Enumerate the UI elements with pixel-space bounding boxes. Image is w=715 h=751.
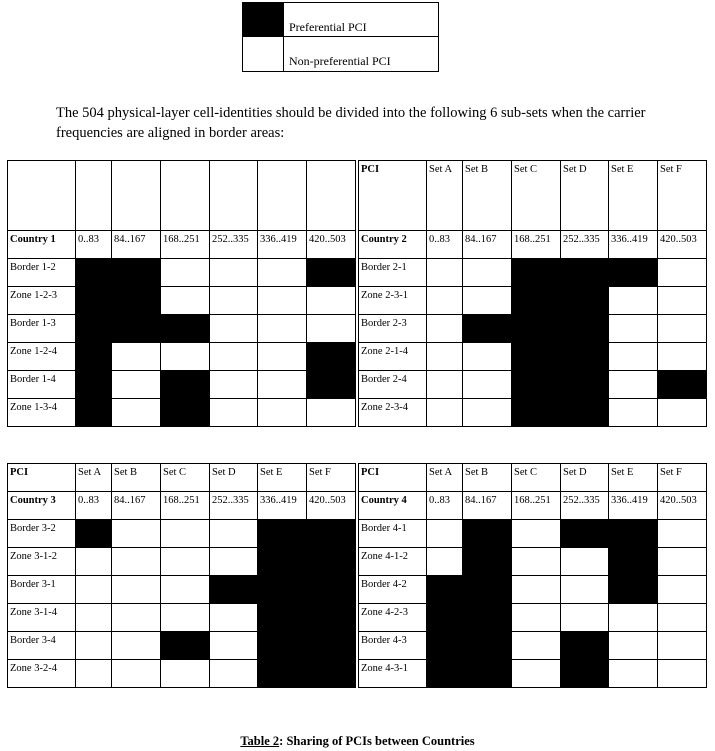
set-header-cell bbox=[258, 161, 307, 231]
range-cell: 0..83 bbox=[427, 492, 463, 520]
table-row bbox=[8, 660, 356, 688]
range-cell: 168..251 bbox=[512, 231, 561, 259]
non-preferential-cell bbox=[427, 343, 463, 371]
range-cell: 84..167 bbox=[112, 492, 161, 520]
table-row bbox=[359, 576, 707, 604]
non-preferential-cell bbox=[561, 576, 609, 604]
preferential-cell bbox=[307, 660, 356, 688]
non-preferential-cell bbox=[210, 520, 258, 548]
preferential-cell bbox=[463, 632, 512, 660]
table-range-row bbox=[8, 492, 356, 520]
non-preferential-cell bbox=[161, 660, 210, 688]
table-row bbox=[8, 576, 356, 604]
caption-text: : Sharing of PCIs between Countries bbox=[279, 734, 475, 748]
table-row bbox=[8, 399, 356, 427]
preferential-cell bbox=[463, 660, 512, 688]
non-preferential-cell bbox=[609, 604, 658, 632]
non-preferential-cell bbox=[210, 287, 258, 315]
table-row bbox=[359, 604, 707, 632]
preferential-cell bbox=[76, 520, 112, 548]
table-row bbox=[8, 315, 356, 343]
pci-header-cell: PCI bbox=[359, 464, 427, 492]
preferential-cell bbox=[561, 259, 609, 287]
preferential-swatch bbox=[243, 3, 284, 37]
set-header-cell: Set D bbox=[561, 464, 609, 492]
non-preferential-cell bbox=[609, 315, 658, 343]
table-row bbox=[359, 632, 707, 660]
preferential-cell bbox=[609, 576, 658, 604]
preferential-cell bbox=[609, 548, 658, 576]
preferential-cell bbox=[463, 548, 512, 576]
set-header-cell bbox=[76, 161, 112, 231]
intro-paragraph: The 504 physical-layer cell-identities should be divided into the following 6 sub-sets when the carrier frequencies are aligned in border areas: bbox=[56, 105, 646, 141]
non-preferential-cell bbox=[307, 287, 356, 315]
pci-table-1 bbox=[7, 160, 356, 427]
preferential-cell bbox=[463, 520, 512, 548]
table-row bbox=[359, 287, 707, 315]
non-preferential-cell bbox=[112, 660, 161, 688]
non-preferential-cell bbox=[210, 399, 258, 427]
set-header-cell bbox=[112, 161, 161, 231]
non-preferential-cell bbox=[76, 604, 112, 632]
table-header-row bbox=[8, 464, 356, 492]
preferential-cell bbox=[463, 604, 512, 632]
row-label: Border 1-2 bbox=[8, 259, 76, 287]
preferential-cell bbox=[561, 371, 609, 399]
pci-table-2 bbox=[358, 160, 707, 427]
non-preferential-cell bbox=[210, 548, 258, 576]
table-row bbox=[8, 632, 356, 660]
preferential-cell bbox=[512, 315, 561, 343]
non-preferential-cell bbox=[463, 259, 512, 287]
set-header-cell bbox=[210, 161, 258, 231]
row-label: Border 4-1 bbox=[359, 520, 427, 548]
preferential-cell bbox=[658, 371, 707, 399]
set-header-cell: Set A bbox=[427, 464, 463, 492]
non-preferential-cell bbox=[463, 399, 512, 427]
non-preferential-cell bbox=[112, 399, 161, 427]
non-preferential-cell bbox=[427, 520, 463, 548]
preferential-cell bbox=[210, 576, 258, 604]
non-preferential-cell bbox=[463, 343, 512, 371]
non-preferential-cell bbox=[427, 371, 463, 399]
preferential-cell bbox=[258, 604, 307, 632]
preferential-cell bbox=[427, 632, 463, 660]
row-label: Border 3-4 bbox=[8, 632, 76, 660]
non-preferential-cell bbox=[258, 315, 307, 343]
range-cell: 336..419 bbox=[258, 492, 307, 520]
non-preferential-cell bbox=[609, 399, 658, 427]
set-header-cell: Set E bbox=[609, 464, 658, 492]
preferential-cell bbox=[512, 287, 561, 315]
set-header-cell bbox=[307, 161, 356, 231]
range-cell: 84..167 bbox=[463, 231, 512, 259]
preferential-cell bbox=[307, 576, 356, 604]
preferential-cell bbox=[427, 604, 463, 632]
preferential-cell bbox=[512, 259, 561, 287]
table-row bbox=[8, 520, 356, 548]
row-label: Zone 4-3-1 bbox=[359, 660, 427, 688]
non-preferential-cell bbox=[658, 548, 707, 576]
preferential-cell bbox=[609, 259, 658, 287]
non-preferential-cell bbox=[210, 371, 258, 399]
preferential-cell bbox=[76, 399, 112, 427]
table-range-row bbox=[359, 231, 707, 259]
non-preferential-cell bbox=[609, 371, 658, 399]
non-preferential-cell bbox=[161, 520, 210, 548]
table-row bbox=[359, 660, 707, 688]
table-row bbox=[8, 343, 356, 371]
non-preferential-cell bbox=[161, 343, 210, 371]
non-preferential-cell bbox=[561, 604, 609, 632]
preferential-cell bbox=[112, 287, 161, 315]
row-label: Zone 4-2-3 bbox=[359, 604, 427, 632]
non-preferential-cell bbox=[76, 576, 112, 604]
set-header-cell: Set C bbox=[161, 464, 210, 492]
row-label: Border 2-1 bbox=[359, 259, 427, 287]
non-preferential-cell bbox=[658, 660, 707, 688]
preferential-cell bbox=[112, 259, 161, 287]
non-preferential-cell bbox=[307, 315, 356, 343]
row-label: Zone 3-1-4 bbox=[8, 604, 76, 632]
table-header-row bbox=[8, 161, 356, 231]
table-row bbox=[359, 399, 707, 427]
set-header-cell: Set D bbox=[561, 161, 609, 231]
row-label: Border 3-2 bbox=[8, 520, 76, 548]
non-preferential-cell bbox=[76, 632, 112, 660]
range-cell: 336..419 bbox=[609, 492, 658, 520]
set-header-cell: Set B bbox=[463, 161, 512, 231]
pci-table-3 bbox=[7, 463, 356, 688]
non-preferential-cell bbox=[512, 548, 561, 576]
non-preferential-cell bbox=[210, 632, 258, 660]
preferential-cell bbox=[512, 399, 561, 427]
range-cell: 168..251 bbox=[161, 492, 210, 520]
preferential-cell bbox=[561, 660, 609, 688]
non-preferential-cell bbox=[76, 548, 112, 576]
table-row bbox=[8, 287, 356, 315]
non-preferential-cell bbox=[658, 604, 707, 632]
non-preferential-cell bbox=[658, 259, 707, 287]
non-preferential-cell bbox=[112, 371, 161, 399]
range-cell: 336..419 bbox=[609, 231, 658, 259]
range-cell: 420..503 bbox=[658, 231, 707, 259]
non-preferential-swatch bbox=[243, 37, 284, 72]
range-cell: 84..167 bbox=[112, 231, 161, 259]
non-preferential-cell bbox=[112, 576, 161, 604]
non-preferential-cell bbox=[112, 548, 161, 576]
non-preferential-cell bbox=[427, 548, 463, 576]
row-label: Zone 4-1-2 bbox=[359, 548, 427, 576]
table-range-row bbox=[8, 231, 356, 259]
set-header-cell: Set C bbox=[512, 464, 561, 492]
table-row bbox=[359, 548, 707, 576]
table-header-row bbox=[359, 161, 707, 231]
country-label: Country 1 bbox=[8, 231, 76, 259]
non-preferential-cell bbox=[161, 604, 210, 632]
row-label: Zone 2-3-4 bbox=[359, 399, 427, 427]
row-label: Border 3-1 bbox=[8, 576, 76, 604]
non-preferential-cell bbox=[258, 371, 307, 399]
range-cell: 168..251 bbox=[161, 231, 210, 259]
range-cell: 252..335 bbox=[210, 492, 258, 520]
set-header-cell: Set D bbox=[210, 464, 258, 492]
set-header-cell: Set F bbox=[658, 161, 707, 231]
non-preferential-cell bbox=[658, 315, 707, 343]
set-header-cell: Set B bbox=[112, 464, 161, 492]
range-cell: 0..83 bbox=[76, 231, 112, 259]
legend-table bbox=[242, 2, 439, 72]
non-preferential-cell bbox=[161, 287, 210, 315]
table-range-row bbox=[359, 492, 707, 520]
preferential-cell bbox=[307, 371, 356, 399]
legend-non-preferential-label: Non-preferential PCI bbox=[284, 37, 439, 72]
table-row bbox=[359, 259, 707, 287]
non-preferential-cell bbox=[427, 315, 463, 343]
preferential-cell bbox=[258, 520, 307, 548]
preferential-cell bbox=[512, 371, 561, 399]
preferential-cell bbox=[76, 371, 112, 399]
preferential-cell bbox=[609, 520, 658, 548]
non-preferential-cell bbox=[609, 660, 658, 688]
non-preferential-cell bbox=[427, 399, 463, 427]
non-preferential-cell bbox=[210, 604, 258, 632]
non-preferential-cell bbox=[512, 576, 561, 604]
non-preferential-cell bbox=[258, 287, 307, 315]
non-preferential-cell bbox=[112, 520, 161, 548]
row-label: Border 1-4 bbox=[8, 371, 76, 399]
preferential-cell bbox=[561, 399, 609, 427]
non-preferential-cell bbox=[161, 259, 210, 287]
table-row bbox=[8, 259, 356, 287]
preferential-cell bbox=[76, 343, 112, 371]
pci-table-4 bbox=[358, 463, 707, 688]
row-label: Border 4-2 bbox=[359, 576, 427, 604]
table-row bbox=[8, 371, 356, 399]
preferential-cell bbox=[307, 632, 356, 660]
non-preferential-cell bbox=[161, 548, 210, 576]
table-row bbox=[8, 548, 356, 576]
set-header-cell: Set B bbox=[463, 464, 512, 492]
row-label: Border 1-3 bbox=[8, 315, 76, 343]
non-preferential-cell bbox=[658, 343, 707, 371]
non-preferential-cell bbox=[112, 343, 161, 371]
range-cell: 84..167 bbox=[463, 492, 512, 520]
row-label: Zone 2-1-4 bbox=[359, 343, 427, 371]
preferential-cell bbox=[512, 343, 561, 371]
non-preferential-cell bbox=[76, 660, 112, 688]
preferential-cell bbox=[561, 315, 609, 343]
non-preferential-cell bbox=[512, 604, 561, 632]
preferential-cell bbox=[307, 548, 356, 576]
preferential-cell bbox=[161, 399, 210, 427]
preferential-cell bbox=[427, 576, 463, 604]
non-preferential-cell bbox=[658, 576, 707, 604]
table-row bbox=[359, 315, 707, 343]
non-preferential-cell bbox=[427, 287, 463, 315]
table-row bbox=[359, 371, 707, 399]
non-preferential-cell bbox=[463, 287, 512, 315]
non-preferential-cell bbox=[609, 343, 658, 371]
non-preferential-cell bbox=[658, 520, 707, 548]
non-preferential-cell bbox=[258, 343, 307, 371]
preferential-cell bbox=[307, 520, 356, 548]
set-header-cell: Set A bbox=[427, 161, 463, 231]
preferential-cell bbox=[258, 576, 307, 604]
preferential-cell bbox=[258, 632, 307, 660]
preferential-cell bbox=[76, 287, 112, 315]
preferential-cell bbox=[258, 660, 307, 688]
non-preferential-cell bbox=[561, 548, 609, 576]
set-header-cell: Set E bbox=[258, 464, 307, 492]
caption-label: Table 2 bbox=[240, 734, 280, 748]
non-preferential-cell bbox=[210, 343, 258, 371]
preferential-cell bbox=[76, 315, 112, 343]
preferential-cell bbox=[161, 371, 210, 399]
non-preferential-cell bbox=[463, 371, 512, 399]
non-preferential-cell bbox=[210, 315, 258, 343]
non-preferential-cell bbox=[609, 632, 658, 660]
preferential-cell bbox=[463, 315, 512, 343]
pci-header-cell: PCI bbox=[359, 161, 427, 231]
row-label: Zone 1-2-4 bbox=[8, 343, 76, 371]
table-row bbox=[8, 604, 356, 632]
preferential-cell bbox=[427, 660, 463, 688]
preferential-cell bbox=[161, 315, 210, 343]
range-cell: 420..503 bbox=[307, 231, 356, 259]
non-preferential-cell bbox=[161, 576, 210, 604]
preferential-cell bbox=[561, 632, 609, 660]
set-header-cell: Set F bbox=[658, 464, 707, 492]
row-label: Zone 1-2-3 bbox=[8, 287, 76, 315]
range-cell: 168..251 bbox=[512, 492, 561, 520]
legend-preferential-label: Preferential PCI bbox=[284, 3, 439, 37]
row-label: Zone 3-2-4 bbox=[8, 660, 76, 688]
preferential-cell bbox=[307, 604, 356, 632]
country-label: Country 3 bbox=[8, 492, 76, 520]
non-preferential-cell bbox=[210, 660, 258, 688]
range-cell: 420..503 bbox=[658, 492, 707, 520]
range-cell: 252..335 bbox=[561, 492, 609, 520]
row-label: Zone 1-3-4 bbox=[8, 399, 76, 427]
row-label: Border 4-3 bbox=[359, 632, 427, 660]
pci-header-cell bbox=[8, 161, 76, 231]
non-preferential-cell bbox=[512, 632, 561, 660]
set-header-cell: Set C bbox=[512, 161, 561, 231]
row-label: Border 2-4 bbox=[359, 371, 427, 399]
non-preferential-cell bbox=[427, 259, 463, 287]
table-header-row bbox=[359, 464, 707, 492]
preferential-cell bbox=[561, 287, 609, 315]
non-preferential-cell bbox=[609, 287, 658, 315]
non-preferential-cell bbox=[512, 520, 561, 548]
non-preferential-cell bbox=[658, 632, 707, 660]
preferential-cell bbox=[258, 548, 307, 576]
country-label: Country 2 bbox=[359, 231, 427, 259]
country-label: Country 4 bbox=[359, 492, 427, 520]
preferential-cell bbox=[161, 632, 210, 660]
non-preferential-cell bbox=[210, 259, 258, 287]
non-preferential-cell bbox=[258, 399, 307, 427]
table-caption bbox=[0, 734, 715, 749]
preferential-cell bbox=[76, 259, 112, 287]
row-label: Zone 2-3-1 bbox=[359, 287, 427, 315]
range-cell: 252..335 bbox=[210, 231, 258, 259]
preferential-cell bbox=[561, 343, 609, 371]
set-header-cell: Set F bbox=[307, 464, 356, 492]
preferential-cell bbox=[307, 259, 356, 287]
set-header-cell bbox=[161, 161, 210, 231]
non-preferential-cell bbox=[112, 604, 161, 632]
range-cell: 420..503 bbox=[307, 492, 356, 520]
table-row bbox=[359, 520, 707, 548]
non-preferential-cell bbox=[512, 660, 561, 688]
range-cell: 0..83 bbox=[76, 492, 112, 520]
set-header-cell: Set E bbox=[609, 161, 658, 231]
preferential-cell bbox=[307, 343, 356, 371]
range-cell: 0..83 bbox=[427, 231, 463, 259]
preferential-cell bbox=[112, 315, 161, 343]
non-preferential-cell bbox=[658, 287, 707, 315]
pci-header-cell: PCI bbox=[8, 464, 76, 492]
preferential-cell bbox=[561, 520, 609, 548]
row-label: Zone 3-1-2 bbox=[8, 548, 76, 576]
non-preferential-cell bbox=[112, 632, 161, 660]
set-header-cell: Set A bbox=[76, 464, 112, 492]
non-preferential-cell bbox=[658, 399, 707, 427]
range-cell: 336..419 bbox=[258, 231, 307, 259]
non-preferential-cell bbox=[258, 259, 307, 287]
non-preferential-cell bbox=[307, 399, 356, 427]
preferential-cell bbox=[463, 576, 512, 604]
table-row bbox=[359, 343, 707, 371]
range-cell: 252..335 bbox=[561, 231, 609, 259]
row-label: Border 2-3 bbox=[359, 315, 427, 343]
